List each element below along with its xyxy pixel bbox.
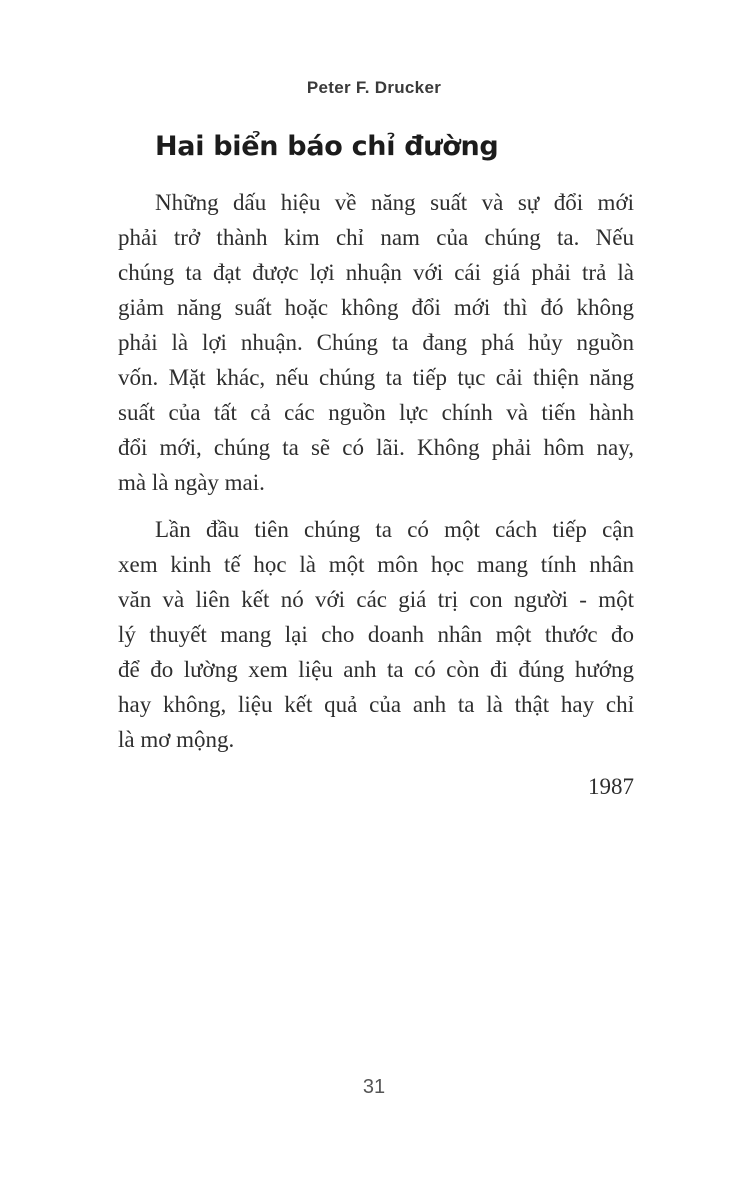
section-title: Hai biển báo chỉ đường bbox=[155, 131, 499, 162]
year-label: 1987 bbox=[588, 774, 634, 799]
text-line: phải là lợi nhuận. Chúng ta đang phá hủy nguồn bbox=[118, 330, 634, 355]
text-line: Lần đầu tiên chúng ta có một cách tiếp cận bbox=[155, 517, 634, 542]
text-line: chúng ta đạt được lợi nhuận với cái giá phải trả là bbox=[118, 260, 634, 285]
text-line: mà là ngày mai. bbox=[118, 470, 265, 495]
running-header: Peter F. Drucker bbox=[306, 78, 442, 97]
text-line: đổi mới, chúng ta sẽ có lãi. Không phải hôm nay, bbox=[118, 435, 634, 460]
page-content bbox=[118, 130, 634, 804]
text-line: là mơ mộng. bbox=[118, 727, 235, 752]
text-line: hay không, liệu kết quả của anh ta là thật hay chỉ bbox=[118, 692, 634, 717]
page-number: 31 bbox=[362, 1076, 386, 1098]
paragraph-1 bbox=[118, 185, 634, 500]
text-line: giảm năng suất hoặc không đổi mới thì đó không bbox=[118, 295, 634, 320]
text-line: để đo lường xem liệu anh ta có còn đi đúng hướng bbox=[118, 657, 634, 682]
paragraph-2 bbox=[118, 512, 634, 757]
text-line: Những dấu hiệu về năng suất và sự đổi mới bbox=[155, 190, 634, 215]
text-line: vốn. Mặt khác, nếu chúng ta tiếp tục cải thiện năng bbox=[118, 365, 634, 390]
text-line: phải trở thành kim chỉ nam của chúng ta. Nếu bbox=[118, 225, 634, 250]
text-line: suất của tất cả các nguồn lực chính và tiến hành bbox=[118, 400, 634, 425]
text-line: văn và liên kết nó với các giá trị con người - một bbox=[118, 587, 634, 612]
text-line: xem kinh tế học là một môn học mang tính nhân bbox=[118, 552, 634, 577]
text-line: lý thuyết mang lại cho doanh nhân một thước đo bbox=[118, 622, 634, 647]
